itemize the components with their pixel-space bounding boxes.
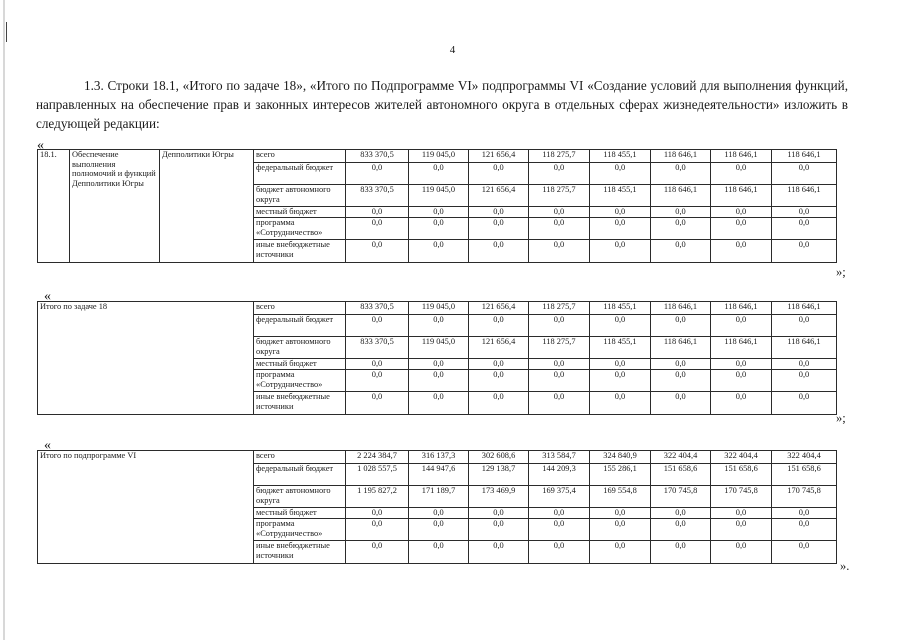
value-cell: 0,0 xyxy=(469,541,529,564)
funding-source-cell: бюджет автономного округа xyxy=(254,185,346,207)
funding-source-cell: иные внебюджетные источники xyxy=(254,541,346,564)
value-cell: 833 370,5 xyxy=(346,150,409,163)
value-cell: 0,0 xyxy=(409,392,469,415)
value-cell: 0,0 xyxy=(590,163,651,185)
value-cell: 833 370,5 xyxy=(346,337,409,359)
value-cell: 0,0 xyxy=(409,207,469,218)
value-cell: 0,0 xyxy=(711,359,772,370)
funding-source-cell: федеральный бюджет xyxy=(254,163,346,185)
value-cell: 118 646,1 xyxy=(772,302,837,315)
value-cell: 0,0 xyxy=(469,392,529,415)
value-cell: 118 455,1 xyxy=(590,150,651,163)
value-cell: 0,0 xyxy=(590,240,651,263)
value-cell: 0,0 xyxy=(409,541,469,564)
open-quote-sub6: « xyxy=(44,438,51,453)
table-18-1-wrap xyxy=(37,149,836,263)
value-cell: 1 195 827,2 xyxy=(346,486,409,508)
value-cell: 121 656,4 xyxy=(469,150,529,163)
value-cell: 118 275,7 xyxy=(529,150,590,163)
value-cell: 118 275,7 xyxy=(529,302,590,315)
value-cell: 0,0 xyxy=(409,370,469,392)
value-cell: 316 137,3 xyxy=(409,451,469,464)
value-cell: 0,0 xyxy=(651,508,711,519)
value-cell: 0,0 xyxy=(590,218,651,240)
table-sub6-wrap xyxy=(37,450,836,564)
value-cell: 121 656,4 xyxy=(469,185,529,207)
value-cell: 119 045,0 xyxy=(409,150,469,163)
value-cell: 170 745,8 xyxy=(772,486,837,508)
value-cell: 0,0 xyxy=(590,541,651,564)
value-cell: 169 375,4 xyxy=(529,486,590,508)
funding-source-cell: федеральный бюджет xyxy=(254,315,346,337)
value-cell: 151 658,6 xyxy=(711,464,772,486)
value-cell: 322 404,4 xyxy=(651,451,711,464)
value-cell: 0,0 xyxy=(590,370,651,392)
value-cell: 0,0 xyxy=(469,207,529,218)
value-cell: 118 646,1 xyxy=(651,185,711,207)
value-cell: 0,0 xyxy=(469,163,529,185)
value-cell: 0,0 xyxy=(772,163,837,185)
value-cell: 171 189,7 xyxy=(409,486,469,508)
measure-name-cell: Обеспечение выполнения полномочий и функций Депполитики Югры xyxy=(70,150,160,263)
value-cell: 0,0 xyxy=(651,392,711,415)
value-cell: 118 646,1 xyxy=(651,150,711,163)
total-label-cell: Итого по подпрограмме VI xyxy=(38,451,254,564)
value-cell: 0,0 xyxy=(529,392,590,415)
value-cell: 0,0 xyxy=(529,207,590,218)
value-cell: 2 224 384,7 xyxy=(346,451,409,464)
value-cell: 322 404,4 xyxy=(711,451,772,464)
value-cell: 0,0 xyxy=(651,370,711,392)
close-quote-18-1: »; xyxy=(836,265,846,279)
value-cell: 155 286,1 xyxy=(590,464,651,486)
value-cell: 0,0 xyxy=(409,218,469,240)
value-cell: 833 370,5 xyxy=(346,302,409,315)
value-cell: 0,0 xyxy=(529,315,590,337)
value-cell: 0,0 xyxy=(651,315,711,337)
funding-source-cell: местный бюджет xyxy=(254,508,346,519)
value-cell: 118 646,1 xyxy=(711,185,772,207)
value-cell: 0,0 xyxy=(346,508,409,519)
value-cell: 0,0 xyxy=(346,370,409,392)
value-cell: 0,0 xyxy=(346,240,409,263)
value-cell: 0,0 xyxy=(590,359,651,370)
funding-source-cell: местный бюджет xyxy=(254,359,346,370)
value-cell: 170 745,8 xyxy=(651,486,711,508)
value-cell: 0,0 xyxy=(772,541,837,564)
value-cell: 0,0 xyxy=(529,541,590,564)
value-cell: 0,0 xyxy=(651,240,711,263)
value-cell: 144 209,3 xyxy=(529,464,590,486)
value-cell: 324 840,9 xyxy=(590,451,651,464)
value-cell: 0,0 xyxy=(409,240,469,263)
row-number-cell: 18.1. xyxy=(38,150,70,263)
value-cell: 0,0 xyxy=(651,218,711,240)
value-cell: 121 656,4 xyxy=(469,302,529,315)
total-label-cell: Итого по задаче 18 xyxy=(38,302,254,415)
value-cell: 129 138,7 xyxy=(469,464,529,486)
value-cell: 169 554,8 xyxy=(590,486,651,508)
value-cell: 118 646,1 xyxy=(772,337,837,359)
value-cell: 0,0 xyxy=(711,240,772,263)
value-cell: 0,0 xyxy=(469,508,529,519)
value-cell: 173 469,9 xyxy=(469,486,529,508)
table-row xyxy=(38,150,837,163)
value-cell: 118 646,1 xyxy=(711,150,772,163)
value-cell: 170 745,8 xyxy=(711,486,772,508)
value-cell: 0,0 xyxy=(346,207,409,218)
value-cell: 0,0 xyxy=(711,163,772,185)
open-quote-18-1: « xyxy=(37,138,44,153)
value-cell: 151 658,6 xyxy=(772,464,837,486)
value-cell: 118 646,1 xyxy=(651,302,711,315)
value-cell: 0,0 xyxy=(529,370,590,392)
close-quote-task18: »; xyxy=(836,411,846,425)
value-cell: 833 370,5 xyxy=(346,185,409,207)
value-cell: 0,0 xyxy=(590,392,651,415)
value-cell: 0,0 xyxy=(772,370,837,392)
value-cell: 0,0 xyxy=(529,218,590,240)
value-cell: 0,0 xyxy=(590,519,651,541)
value-cell: 121 656,4 xyxy=(469,337,529,359)
value-cell: 0,0 xyxy=(409,163,469,185)
value-cell: 119 045,0 xyxy=(409,337,469,359)
value-cell: 118 646,1 xyxy=(711,337,772,359)
table-row xyxy=(38,451,837,464)
value-cell: 0,0 xyxy=(772,508,837,519)
funding-source-cell: программа «Сотрудничество» xyxy=(254,370,346,392)
value-cell: 0,0 xyxy=(529,240,590,263)
value-cell: 118 646,1 xyxy=(711,302,772,315)
page-number: 4 xyxy=(449,44,456,56)
value-cell: 0,0 xyxy=(772,218,837,240)
value-cell: 0,0 xyxy=(711,508,772,519)
value-cell: 118 455,1 xyxy=(590,185,651,207)
value-cell: 0,0 xyxy=(772,315,837,337)
value-cell: 118 646,1 xyxy=(772,185,837,207)
funding-source-cell: программа «Сотрудничество» xyxy=(254,218,346,240)
value-cell: 0,0 xyxy=(711,315,772,337)
table-task18 xyxy=(37,301,837,415)
funding-source-cell: местный бюджет xyxy=(254,207,346,218)
value-cell: 322 404,4 xyxy=(772,451,837,464)
value-cell: 0,0 xyxy=(772,207,837,218)
value-cell: 1 028 557,5 xyxy=(346,464,409,486)
value-cell: 0,0 xyxy=(772,519,837,541)
value-cell: 313 584,7 xyxy=(529,451,590,464)
value-cell: 0,0 xyxy=(346,359,409,370)
value-cell: 0,0 xyxy=(346,541,409,564)
value-cell: 0,0 xyxy=(651,163,711,185)
value-cell: 119 045,0 xyxy=(409,185,469,207)
value-cell: 0,0 xyxy=(711,541,772,564)
value-cell: 0,0 xyxy=(469,519,529,541)
value-cell: 0,0 xyxy=(346,218,409,240)
value-cell: 0,0 xyxy=(590,207,651,218)
value-cell: 0,0 xyxy=(711,392,772,415)
value-cell: 0,0 xyxy=(409,315,469,337)
value-cell: 118 275,7 xyxy=(529,185,590,207)
funding-source-cell: иные внебюджетные источники xyxy=(254,240,346,263)
funding-source-cell: бюджет автономного округа xyxy=(254,486,346,508)
value-cell: 0,0 xyxy=(529,508,590,519)
funding-source-cell: программа «Сотрудничество» xyxy=(254,519,346,541)
funding-source-cell: всего xyxy=(254,302,346,315)
value-cell: 0,0 xyxy=(651,541,711,564)
value-cell: 0,0 xyxy=(409,519,469,541)
value-cell: 0,0 xyxy=(409,359,469,370)
scan-edge xyxy=(3,0,5,640)
value-cell: 0,0 xyxy=(346,392,409,415)
open-quote-task18: « xyxy=(44,289,51,304)
value-cell: 0,0 xyxy=(711,519,772,541)
table-task18-wrap xyxy=(37,301,836,415)
value-cell: 0,0 xyxy=(711,370,772,392)
funding-source-cell: бюджет автономного округа xyxy=(254,337,346,359)
value-cell: 0,0 xyxy=(651,207,711,218)
value-cell: 0,0 xyxy=(772,392,837,415)
funding-source-cell: всего xyxy=(254,150,346,163)
value-cell: 0,0 xyxy=(772,359,837,370)
table-row xyxy=(38,302,837,315)
value-cell: 0,0 xyxy=(469,315,529,337)
value-cell: 118 646,1 xyxy=(772,150,837,163)
value-cell: 0,0 xyxy=(529,163,590,185)
value-cell: 0,0 xyxy=(346,163,409,185)
table-sub6 xyxy=(37,450,837,564)
value-cell: 118 646,1 xyxy=(651,337,711,359)
funding-source-cell: иные внебюджетные источники xyxy=(254,392,346,415)
value-cell: 302 608,6 xyxy=(469,451,529,464)
value-cell: 118 275,7 xyxy=(529,337,590,359)
value-cell: 0,0 xyxy=(409,508,469,519)
value-cell: 0,0 xyxy=(346,519,409,541)
value-cell: 0,0 xyxy=(346,315,409,337)
value-cell: 151 658,6 xyxy=(651,464,711,486)
value-cell: 0,0 xyxy=(651,359,711,370)
value-cell: 119 045,0 xyxy=(409,302,469,315)
value-cell: 118 455,1 xyxy=(590,337,651,359)
value-cell: 118 455,1 xyxy=(590,302,651,315)
value-cell: 0,0 xyxy=(590,315,651,337)
value-cell: 0,0 xyxy=(469,240,529,263)
value-cell: 0,0 xyxy=(651,519,711,541)
executor-cell: Депполитики Югры xyxy=(160,150,254,263)
table-18-1 xyxy=(37,149,837,263)
value-cell: 144 947,6 xyxy=(409,464,469,486)
value-cell: 0,0 xyxy=(469,359,529,370)
close-quote-sub6: ». xyxy=(840,559,850,573)
value-cell: 0,0 xyxy=(772,240,837,263)
value-cell: 0,0 xyxy=(590,508,651,519)
value-cell: 0,0 xyxy=(529,519,590,541)
funding-source-cell: всего xyxy=(254,451,346,464)
value-cell: 0,0 xyxy=(711,218,772,240)
funding-source-cell: федеральный бюджет xyxy=(254,464,346,486)
value-cell: 0,0 xyxy=(529,359,590,370)
value-cell: 0,0 xyxy=(469,218,529,240)
scan-mark xyxy=(6,22,7,42)
value-cell: 0,0 xyxy=(469,370,529,392)
intro-paragraph: 1.3. Строки 18.1, «Итого по задаче 18», «Итого по Подпрограмме VI» подпрограммы VI «Создание условий для выполнения функций, направленных на обеспечение прав и законных интересов жителей автономного округа в отдельных сферах жизнедеятельности» изложить в следующей редакции: xyxy=(36,78,848,131)
value-cell: 0,0 xyxy=(711,207,772,218)
